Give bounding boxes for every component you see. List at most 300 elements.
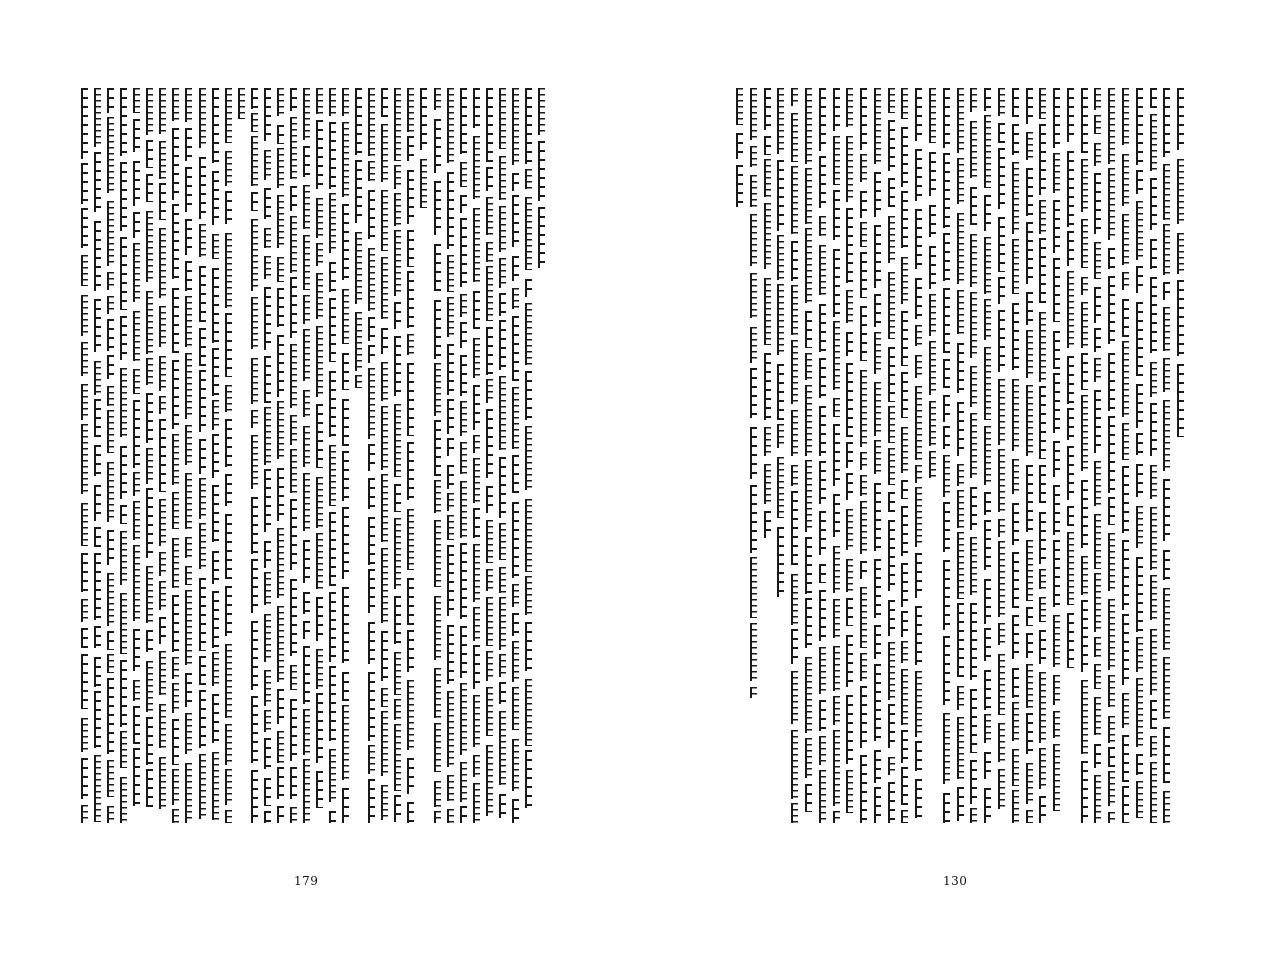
word-glyph: [316, 693, 326, 763]
word-glyph: [1094, 242, 1104, 279]
word-glyph: [1067, 231, 1077, 266]
word-glyph: [984, 752, 994, 779]
text-line: [211, 88, 223, 828]
word-glyph: [264, 811, 274, 823]
text-line: [276, 88, 288, 828]
word-glyph: [199, 328, 209, 366]
word-glyph: [860, 686, 870, 748]
word-glyph: [1108, 416, 1118, 493]
word-glyph: [486, 520, 496, 563]
text-line: [928, 88, 940, 828]
text-line: [983, 88, 995, 828]
word-glyph: [525, 499, 535, 572]
word-glyph: [407, 136, 417, 161]
word-glyph: [888, 600, 898, 636]
word-glyph: [805, 784, 815, 812]
word-glyph: [1026, 607, 1036, 626]
word-glyph: [473, 208, 483, 282]
word-glyph: [460, 355, 470, 396]
word-glyph: [277, 528, 287, 598]
text-line: [80, 88, 92, 828]
word-glyph: [486, 88, 496, 162]
word-glyph: [473, 291, 483, 329]
word-glyph: [1012, 615, 1022, 659]
word-glyph: [1067, 356, 1077, 404]
word-glyph: [460, 543, 470, 619]
word-glyph: [159, 704, 169, 748]
word-glyph: [970, 808, 980, 823]
word-glyph: [915, 671, 925, 737]
word-glyph: [1150, 762, 1160, 823]
word-glyph: [486, 486, 496, 513]
word-glyph: [264, 572, 274, 605]
word-glyph: [1150, 362, 1160, 397]
word-glyph: [1081, 556, 1091, 595]
word-glyph: [251, 219, 261, 291]
word-glyph: [107, 631, 117, 650]
text-line: [263, 88, 275, 828]
word-glyph: [133, 706, 143, 744]
word-glyph: [434, 420, 444, 476]
word-glyph: [819, 590, 829, 641]
text-line: [145, 88, 157, 828]
word-glyph: [819, 736, 829, 765]
word-glyph: [777, 235, 787, 280]
word-glyph: [943, 288, 953, 353]
word-glyph: [486, 167, 496, 191]
word-glyph: [486, 597, 496, 646]
word-glyph: [984, 788, 994, 823]
word-glyph: [1163, 88, 1173, 157]
word-glyph: [512, 387, 522, 449]
word-glyph: [212, 88, 222, 163]
word-glyph: [1094, 664, 1104, 689]
word-glyph: [1067, 613, 1077, 668]
word-glyph: [368, 779, 378, 823]
word-glyph: [1039, 796, 1049, 823]
word-glyph: [888, 642, 898, 700]
word-glyph: [929, 401, 939, 446]
word-glyph: [970, 689, 980, 753]
word-glyph: [750, 146, 760, 167]
word-glyph: [846, 136, 856, 202]
word-glyph: [1108, 771, 1118, 806]
word-glyph: [316, 326, 326, 397]
word-glyph: [874, 294, 884, 327]
word-glyph: [1163, 164, 1173, 220]
word-glyph: [394, 404, 404, 477]
word-glyph: [120, 505, 130, 524]
word-glyph: [199, 88, 209, 148]
text-line: [198, 88, 210, 828]
word-glyph: [264, 356, 274, 403]
word-glyph: [120, 446, 130, 499]
word-glyph: [819, 245, 829, 295]
word-glyph: [172, 204, 182, 279]
text-line: [859, 88, 871, 828]
text-line: [132, 88, 144, 828]
word-glyph: [486, 197, 496, 235]
right-page: [735, 88, 1195, 888]
word-glyph: [791, 88, 801, 106]
word-glyph: [473, 508, 483, 538]
word-glyph: [1094, 328, 1104, 352]
word-glyph: [1122, 540, 1132, 610]
word-glyph: [1067, 532, 1077, 605]
word-glyph: [525, 88, 535, 164]
word-glyph: [1012, 702, 1022, 741]
word-glyph: [355, 88, 365, 155]
word-glyph: [94, 221, 104, 291]
word-glyph: [277, 335, 287, 397]
word-glyph: [342, 788, 352, 823]
word-glyph: [538, 207, 548, 268]
text-line: [119, 88, 131, 828]
word-glyph: [764, 136, 774, 155]
word-glyph: [199, 754, 209, 819]
word-glyph: [251, 696, 261, 763]
word-glyph: [791, 410, 801, 456]
word-glyph: [764, 278, 774, 345]
word-glyph: [901, 480, 911, 499]
word-glyph: [172, 88, 182, 121]
word-glyph: [970, 88, 980, 112]
word-glyph: [225, 810, 235, 823]
word-glyph: [81, 599, 91, 622]
word-glyph: [833, 599, 843, 638]
word-glyph: [998, 449, 1008, 512]
word-glyph: [264, 778, 274, 806]
text-line: [749, 88, 761, 828]
word-glyph: [525, 169, 535, 189]
word-glyph: [764, 159, 774, 197]
word-glyph: [833, 646, 843, 691]
word-glyph: [1150, 114, 1160, 171]
word-glyph: [264, 670, 274, 706]
word-glyph: [172, 809, 182, 823]
word-glyph: [94, 691, 104, 748]
word-glyph: [133, 472, 143, 496]
word-glyph: [107, 530, 117, 565]
word-glyph: [199, 578, 209, 651]
word-glyph: [94, 88, 104, 147]
word-glyph: [251, 559, 261, 613]
word-glyph: [447, 255, 457, 292]
word-glyph: [473, 136, 483, 199]
word-glyph: [1039, 512, 1049, 564]
word-glyph: [447, 625, 457, 684]
word-glyph: [212, 400, 222, 430]
word-glyph: [381, 785, 391, 820]
word-glyph: [355, 232, 365, 304]
word-glyph: [277, 401, 287, 459]
word-glyph: [819, 304, 829, 352]
word-glyph: [94, 399, 104, 437]
word-glyph: [499, 523, 509, 560]
word-glyph: [1094, 514, 1104, 569]
word-glyph: [791, 491, 801, 565]
word-glyph: [212, 485, 222, 542]
word-glyph: [750, 623, 760, 681]
word-glyph: [290, 699, 300, 761]
word-glyph: [81, 503, 91, 546]
word-glyph: [1039, 312, 1049, 382]
word-glyph: [460, 806, 470, 823]
word-glyph: [394, 699, 404, 720]
word-glyph: [1163, 307, 1173, 351]
word-glyph: [1122, 423, 1132, 460]
word-glyph: [368, 190, 378, 239]
word-glyph: [943, 455, 953, 497]
word-glyph: [394, 652, 404, 695]
word-glyph: [888, 757, 898, 775]
word-glyph: [1053, 540, 1063, 607]
word-glyph: [381, 631, 391, 681]
word-glyph: [984, 115, 994, 188]
word-glyph: [512, 88, 522, 165]
word-glyph: [225, 586, 235, 636]
word-glyph: [750, 175, 760, 207]
word-glyph: [172, 128, 182, 200]
word-glyph: [984, 714, 994, 743]
word-glyph: [915, 465, 925, 483]
word-glyph: [1094, 88, 1104, 110]
word-glyph: [81, 424, 91, 494]
text-line: [354, 88, 366, 828]
text-line: [406, 88, 418, 828]
word-glyph: [212, 591, 222, 648]
word-glyph: [915, 209, 925, 269]
word-glyph: [329, 811, 339, 823]
word-glyph: [159, 396, 169, 414]
word-glyph: [901, 730, 911, 763]
word-glyph: [251, 192, 261, 211]
word-glyph: [107, 462, 117, 522]
word-glyph: [1136, 384, 1146, 428]
word-glyph: [185, 425, 195, 465]
word-glyph: [833, 136, 843, 185]
word-glyph: [970, 487, 980, 530]
text-line: [1149, 88, 1161, 828]
word-glyph: [1026, 465, 1036, 532]
text-line: [93, 88, 105, 828]
word-glyph: [970, 537, 980, 595]
word-glyph: [984, 628, 994, 661]
word-glyph: [1108, 276, 1118, 344]
word-glyph: [1094, 461, 1104, 506]
word-glyph: [957, 290, 967, 334]
word-glyph: [159, 88, 169, 134]
word-glyph: [1136, 201, 1146, 260]
word-glyph: [957, 532, 967, 599]
word-glyph: [94, 299, 104, 352]
word-glyph: [525, 576, 535, 615]
word-glyph: [368, 248, 378, 311]
word-glyph: [290, 117, 300, 179]
text-line: [341, 88, 353, 828]
word-glyph: [355, 160, 365, 223]
word-glyph: [750, 214, 760, 266]
word-glyph: [420, 159, 430, 208]
word-glyph: [368, 622, 378, 664]
word-glyph: [355, 375, 365, 388]
word-glyph: [303, 540, 313, 583]
word-glyph: [212, 752, 222, 820]
word-glyph: [434, 723, 444, 772]
word-glyph: [473, 607, 483, 641]
word-glyph: [94, 553, 104, 620]
word-glyph: [888, 520, 898, 591]
word-glyph: [434, 244, 444, 291]
word-glyph: [833, 321, 843, 390]
word-glyph: [819, 647, 829, 694]
word-glyph: [407, 334, 417, 355]
word-glyph: [512, 641, 522, 682]
word-glyph: [984, 237, 994, 294]
word-glyph: [199, 266, 209, 322]
word-glyph: [833, 249, 843, 317]
word-glyph: [199, 439, 209, 474]
word-glyph: [172, 538, 182, 588]
word-glyph: [447, 515, 457, 540]
word-glyph: [819, 406, 829, 456]
text-line: [1066, 88, 1078, 828]
word-glyph: [264, 469, 274, 532]
word-glyph: [1108, 599, 1118, 670]
word-glyph: [943, 502, 953, 552]
word-glyph: [819, 461, 829, 504]
word-glyph: [342, 122, 352, 197]
word-glyph: [394, 230, 404, 296]
word-glyph: [133, 243, 143, 302]
word-glyph: [499, 654, 509, 677]
word-glyph: [1136, 781, 1146, 818]
word-glyph: [764, 427, 774, 456]
word-glyph: [929, 88, 939, 143]
word-glyph: [212, 652, 222, 686]
word-glyph: [81, 255, 91, 286]
word-glyph: [264, 407, 274, 465]
word-glyph: [805, 460, 815, 532]
mongolian-text-block: [735, 88, 1195, 828]
word-glyph: [1108, 353, 1118, 411]
word-glyph: [846, 363, 856, 437]
word-glyph: [1163, 791, 1173, 823]
word-glyph: [81, 208, 91, 248]
word-glyph: [368, 478, 378, 509]
word-glyph: [342, 353, 352, 390]
text-line: [1176, 88, 1188, 828]
word-glyph: [860, 88, 870, 150]
word-glyph: [290, 277, 300, 338]
word-glyph: [901, 127, 911, 187]
word-glyph: [133, 311, 143, 361]
word-glyph: [303, 329, 313, 381]
word-glyph: [159, 552, 169, 576]
word-glyph: [199, 370, 209, 432]
word-glyph: [447, 172, 457, 249]
word-glyph: [81, 654, 91, 709]
word-glyph: [120, 88, 130, 156]
word-glyph: [998, 123, 1008, 143]
word-glyph: [888, 492, 898, 512]
word-glyph: [915, 355, 925, 378]
word-glyph: [998, 519, 1008, 537]
word-glyph: [381, 362, 391, 401]
word-glyph: [915, 325, 925, 346]
word-glyph: [107, 117, 117, 193]
word-glyph: [473, 458, 483, 503]
word-glyph: [251, 358, 261, 404]
word-glyph: [1136, 170, 1146, 194]
word-glyph: [199, 690, 209, 748]
word-glyph: [1122, 735, 1132, 782]
word-glyph: [1067, 408, 1077, 440]
word-glyph: [1039, 200, 1049, 234]
word-glyph: [1122, 272, 1132, 290]
word-glyph: [1081, 277, 1091, 295]
word-glyph: [860, 252, 870, 298]
word-glyph: [81, 295, 91, 336]
word-glyph: [819, 216, 829, 236]
word-glyph: [185, 473, 195, 529]
word-glyph: [1026, 763, 1036, 804]
word-glyph: [316, 243, 326, 266]
word-glyph: [1026, 168, 1036, 216]
word-glyph: [277, 257, 287, 282]
word-glyph: [368, 161, 378, 181]
word-glyph: [888, 406, 898, 443]
word-glyph: [833, 190, 843, 240]
word-glyph: [486, 651, 496, 681]
word-glyph: [342, 672, 352, 701]
word-glyph: [94, 657, 104, 687]
word-glyph: [943, 395, 953, 422]
word-glyph: [984, 520, 994, 570]
word-glyph: [1108, 88, 1118, 164]
word-glyph: [525, 303, 535, 365]
word-glyph: [998, 148, 1008, 209]
word-glyph: [1094, 775, 1104, 823]
word-glyph: [1122, 341, 1132, 417]
text-line: [237, 88, 249, 828]
text-line: [1121, 88, 1133, 828]
word-glyph: [120, 316, 130, 360]
word-glyph: [957, 343, 967, 393]
word-glyph: [499, 258, 509, 288]
word-glyph: [1163, 657, 1173, 719]
word-glyph: [1177, 364, 1187, 437]
word-glyph: [146, 393, 156, 443]
word-glyph: [212, 268, 222, 343]
word-glyph: [394, 795, 404, 822]
word-glyph: [512, 256, 522, 281]
word-glyph: [316, 771, 326, 808]
word-glyph: [777, 88, 787, 154]
word-glyph: [957, 88, 967, 153]
word-glyph: [329, 666, 339, 741]
word-glyph: [447, 344, 457, 395]
word-glyph: [81, 342, 91, 376]
word-glyph: [107, 201, 117, 266]
word-glyph: [316, 273, 326, 319]
word-glyph: [1081, 680, 1091, 754]
text-line: [106, 88, 118, 828]
word-glyph: [290, 415, 300, 445]
word-glyph: [860, 191, 870, 218]
word-glyph: [329, 262, 339, 292]
page-number: 130: [943, 874, 968, 888]
